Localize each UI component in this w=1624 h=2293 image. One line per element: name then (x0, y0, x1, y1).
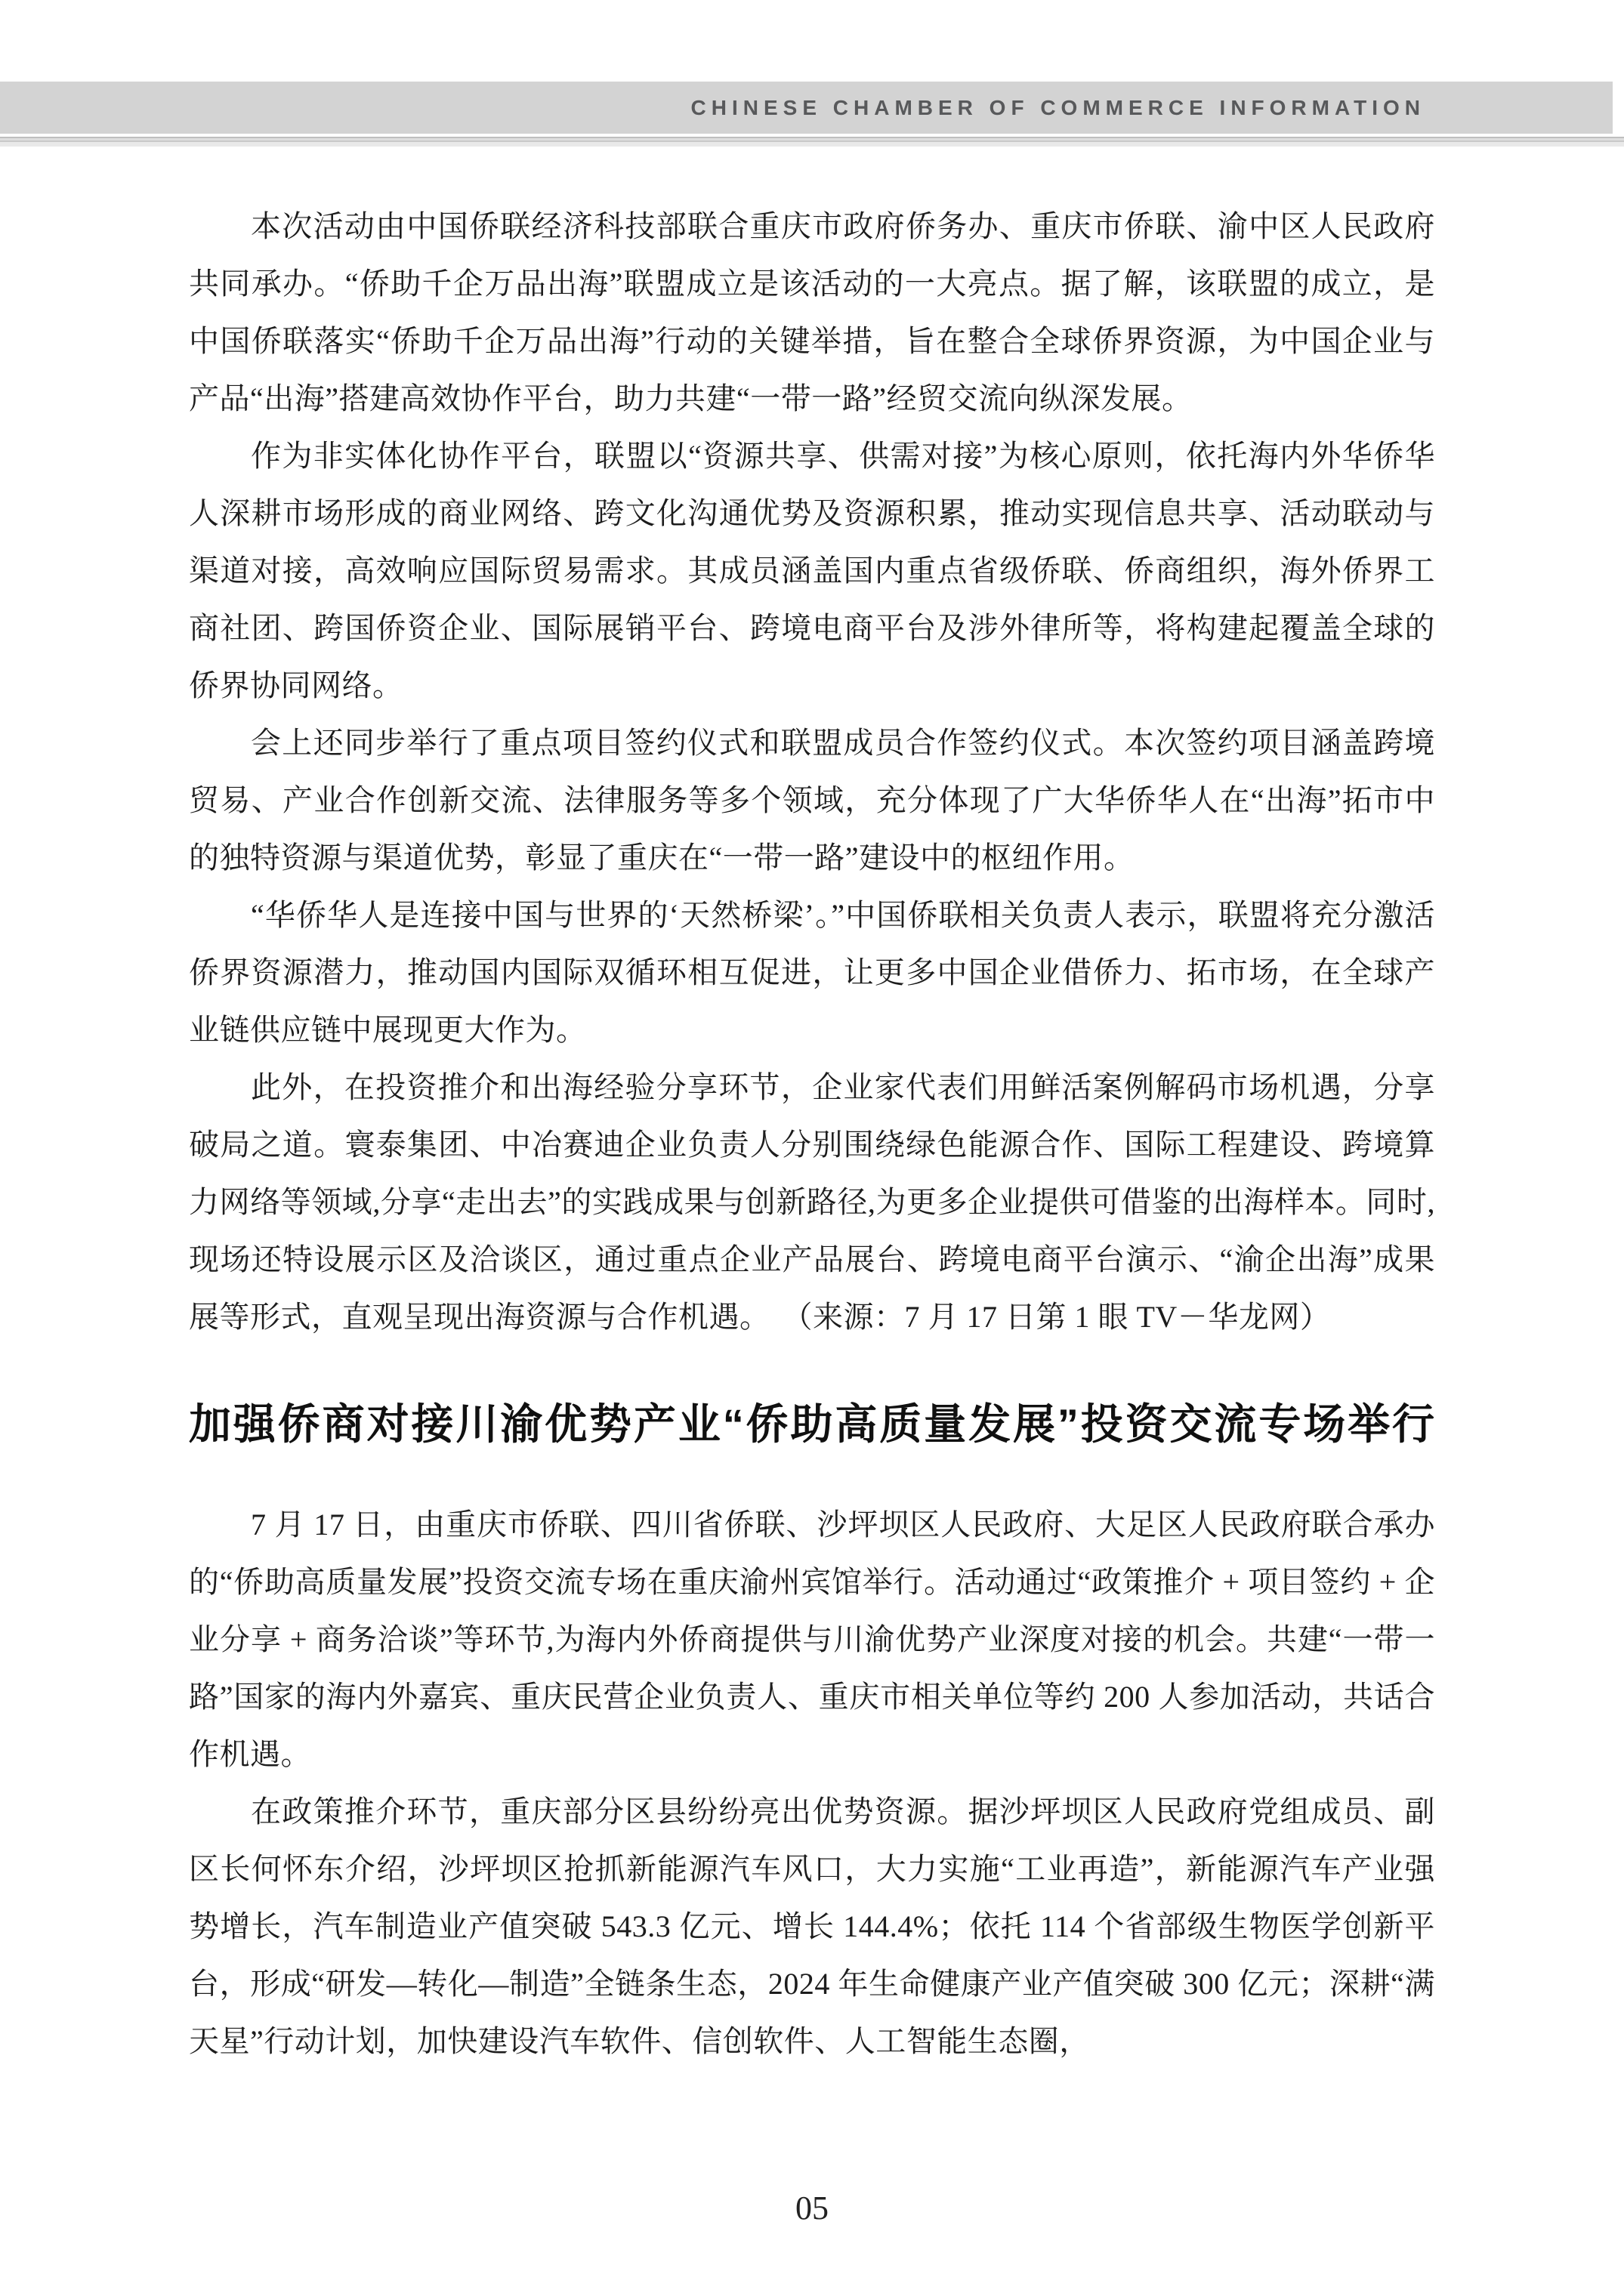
header-banner-text: CHINESE CHAMBER OF COMMERCE INFORMATION (690, 95, 1425, 119)
article1-paragraph-2: 作为非实体化协作平台，联盟以“资源共享、供需对接”为核心原则，依托海内外华侨华人深耕市场形成的商业网络、跨文化沟通优势及资源积累，推动实现信息共享、活动联动与渠道对接，高效响应国际贸易需求。其成员涵盖国内重点省级侨联、侨商组织，海外侨界工商社团、跨国侨资企业、国际展销平台、跨境电商平台及涉外律所等，将构建起覆盖全球的侨界协同网络。 (189, 439, 1435, 702)
header-band (0, 82, 1613, 134)
page-number: 05 (795, 2190, 829, 2227)
article2-paragraph-2: 在政策推介环节，重庆部分区县纷纷亮出优势资源。据沙坪坝区人民政府党组成员、副区长何怀东介绍，沙坪坝区抢抓新能源汽车风口，大力实施“工业再造”，新能源汽车产业强势增长，汽车制造业产值突破 543.3 亿元、增长 144.4%；依托 114 个省部级生物医学创新平台，形成“研发—转化—制造”全链条生态，2024 年生命健康产业产值突破 300 亿元；深耕“满天星”行动计划，加快建设汽车软件、信创软件、人工智能生态圈， (189, 1795, 1435, 2058)
header-rule-divider (0, 137, 1624, 147)
article1-paragraph-5-text: 此外，在投资推介和出海经验分享环节，企业家代表们用鲜活案例解码市场机遇，分享破局之道。寰泰集团、中冶赛迪企业负责人分别围绕绿色能源合作、国际工程建设、跨境算力网络等领域,分享“走出去”的实践成果与创新路径,为更多企业提供可借鉴的出海样本。同时,现场还特设展示区及洽谈区，通过重点企业产品展台、跨境电商平台演示、“渝企出海”成果展等形式，直观呈现出海资源与合作机遇。 (189, 1070, 1435, 1334)
article1-paragraph-1: 本次活动由中国侨联经济科技部联合重庆市政府侨务办、重庆市侨联、渝中区人民政府共同承办。“侨助千企万品出海”联盟成立是该活动的一大亮点。据了解，该联盟的成立，是中国侨联落实“侨助千企万品出海”行动的关键举措，旨在整合全球侨界资源，为中国企业与产品“出海”搭建高效协作平台，助力共建“一带一路”经贸交流向纵深发展。 (189, 209, 1435, 415)
source-attribution: （来源：7 月 17 日第 1 眼 TV－华龙网） (797, 1300, 1331, 1334)
article1-paragraph-5 (189, 1059, 1435, 1346)
article2-title: 加强侨商对接川渝优势产业“侨助高质量发展”投资交流专场举行 (189, 1400, 1435, 1448)
article2-paragraph-1: 7 月 17 日，由重庆市侨联、四川省侨联、沙坪坝区人民政府、大足区人民政府联合承办的“侨助高质量发展”投资交流专场在重庆渝州宾馆举行。活动通过“政策推介 + 项目签约 + 企业分享 + 商务洽谈”等环节,为海内外侨商提供与川渝优势产业深度对接的机会。共建“一带一路”国家的海内外嘉宾、重庆民营企业负责人、重庆市相关单位等约 200 人参加活动，共话合作机遇。 (189, 1508, 1435, 1771)
page-content (189, 198, 1435, 2070)
article1-paragraph-4: “华侨华人是连接中国与世界的‘天然桥梁’。”中国侨联相关负责人表示，联盟将充分激活侨界资源潜力，推动国内国际双循环相互促进，让更多中国企业借侨力、拓市场，在全球产业链供应链中展现更大作为。 (189, 898, 1435, 1047)
article1-paragraph-3: 会上还同步举行了重点项目签约仪式和联盟成员合作签约仪式。本次签约项目涵盖跨境贸易、产业合作创新交流、法律服务等多个领域，充分体现了广大华侨华人在“出海”拓市中的独特资源与渠道优势，彰显了重庆在“一带一路”建设中的枢纽作用。 (189, 726, 1435, 875)
